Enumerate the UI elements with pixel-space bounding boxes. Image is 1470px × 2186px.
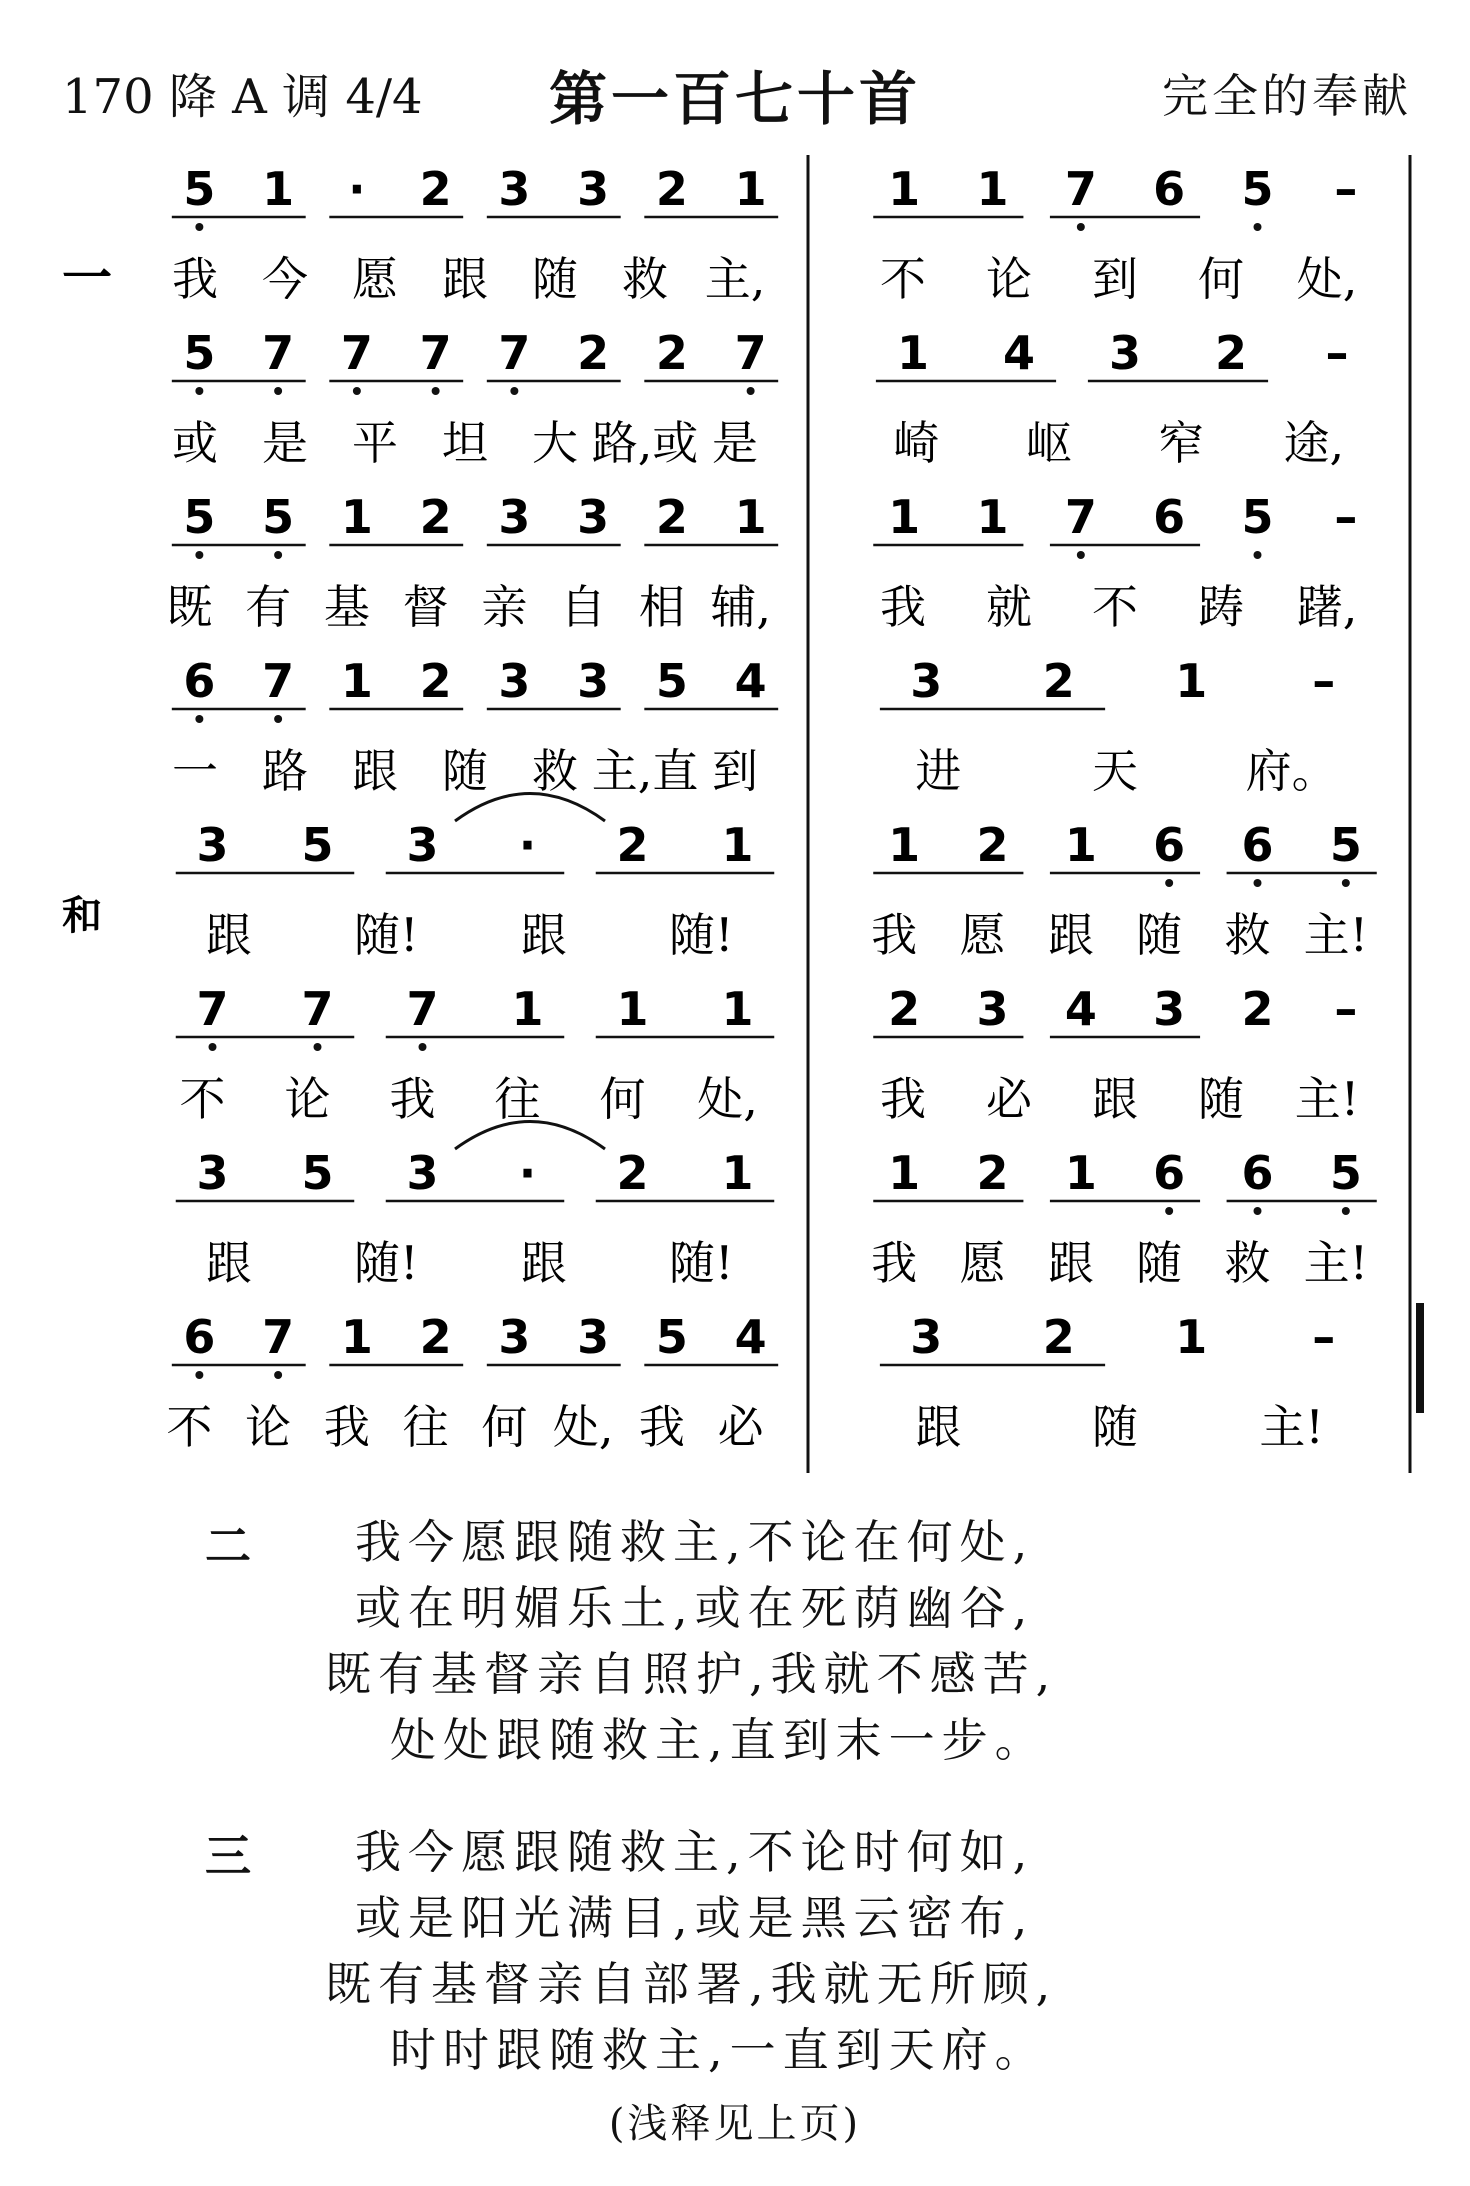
lyric-syllable: 主! bbox=[1294, 1072, 1360, 1126]
lyric-syllable: 窄 bbox=[1158, 416, 1205, 470]
low-octave-dot bbox=[1254, 223, 1262, 231]
note-digit: 3 bbox=[498, 162, 531, 216]
additional-verses bbox=[0, 1510, 1470, 2120]
lyric-syllable: 我 bbox=[871, 1236, 918, 1290]
lyric-syllable: 我 bbox=[638, 1400, 685, 1454]
lyric-syllable: 处, bbox=[697, 1072, 758, 1126]
lyric-syllable: 愿 bbox=[959, 1236, 1006, 1290]
note-digit: 3 bbox=[910, 1310, 943, 1364]
note-digit: 5 bbox=[1329, 1146, 1362, 1200]
lyric-syllable: 不 bbox=[179, 1072, 226, 1126]
lyric-syllable: 跟 bbox=[442, 252, 488, 306]
lyric-syllable: 随 bbox=[1136, 1236, 1183, 1290]
note-digit: 7 bbox=[262, 1310, 295, 1364]
lyric-syllable: 途, bbox=[1283, 416, 1345, 470]
low-octave-dot bbox=[1077, 223, 1085, 231]
low-octave-dot bbox=[419, 1043, 427, 1051]
note-digit: 1 bbox=[976, 490, 1009, 544]
lyric-syllable: 主, bbox=[704, 252, 766, 306]
stanza-label: 和 bbox=[62, 893, 102, 939]
note-digit: 4 bbox=[734, 1310, 767, 1364]
note-digit: 1 bbox=[888, 490, 921, 544]
note-digit: 2 bbox=[616, 1146, 649, 1200]
lyric-syllable: 主! bbox=[1303, 908, 1369, 962]
note-digit: 1 bbox=[888, 1146, 921, 1200]
lyric-syllable: 到 bbox=[712, 744, 758, 798]
note-digit: 2 bbox=[1214, 326, 1248, 380]
note-digit: 2 bbox=[655, 162, 688, 216]
note-digit: 2 bbox=[655, 326, 688, 380]
verse-line: 时时跟随救主,一直到天府。 bbox=[390, 2023, 1048, 2077]
lyric-syllable: 踌 bbox=[1198, 580, 1244, 634]
note-digit: 5 bbox=[183, 326, 216, 380]
note-digit: 3 bbox=[910, 654, 943, 708]
note-digit: 3 bbox=[976, 982, 1009, 1036]
note-digit: 2 bbox=[419, 654, 452, 708]
hymn-number-key: 170 降 A 调 4/4 bbox=[62, 69, 423, 125]
low-octave-dot bbox=[195, 223, 203, 231]
note-digit: 3 bbox=[498, 1310, 531, 1364]
lyric-syllable: 平 bbox=[352, 416, 398, 470]
lyric-syllable: 跟 bbox=[1047, 1236, 1094, 1290]
verse-number: 二 bbox=[205, 1519, 251, 1573]
lyric-syllable: 何 bbox=[481, 1400, 528, 1454]
lyric-syllable: 主,直 bbox=[591, 744, 699, 798]
lyric-syllable: 往 bbox=[402, 1400, 449, 1454]
low-octave-dot bbox=[1342, 879, 1350, 887]
low-octave-dot bbox=[274, 387, 282, 395]
note-digit: 7 bbox=[1064, 162, 1097, 216]
hymn-subtitle: 完全的奉献 bbox=[1162, 69, 1412, 123]
note-digit: 6 bbox=[1153, 162, 1186, 216]
note-digit: 1 bbox=[340, 490, 373, 544]
note-digit: 5 bbox=[183, 490, 216, 544]
note-digit: 5 bbox=[183, 162, 216, 216]
lyric-syllable: 崎 bbox=[893, 416, 940, 470]
note-digit: 4 bbox=[1064, 982, 1097, 1036]
lyric-syllable: 督 bbox=[402, 580, 449, 634]
low-octave-dot bbox=[195, 387, 203, 395]
lyric-syllable: 就 bbox=[986, 580, 1032, 634]
note-digit: 5 bbox=[301, 818, 334, 872]
lyric-syllable: 愿 bbox=[352, 252, 398, 306]
note-digit: 7 bbox=[406, 982, 439, 1036]
lyric-syllable: 随 bbox=[1092, 1400, 1138, 1454]
lyric-syllable: 相 bbox=[638, 580, 685, 634]
note-digit: 1 bbox=[888, 162, 921, 216]
lyric-syllable: 必 bbox=[986, 1072, 1032, 1126]
note-digit: 6 bbox=[1241, 1146, 1274, 1200]
note-digit: 1 bbox=[896, 326, 930, 380]
lyric-syllable: 天 bbox=[1092, 744, 1138, 798]
lyric-syllable: 救 bbox=[622, 252, 668, 306]
lyric-syllable: 不 bbox=[880, 252, 926, 306]
note-digit: 2 bbox=[577, 326, 610, 380]
lyric-syllable: 进 bbox=[915, 744, 962, 798]
note-digit: 1 bbox=[340, 654, 373, 708]
lyric-syllable: 跟 bbox=[205, 1236, 252, 1290]
lyric-syllable: 或 bbox=[172, 416, 218, 470]
hymn-title: 第一百七十首 bbox=[548, 65, 921, 133]
verse-line: 既有基督亲自部署,我就无所顾, bbox=[325, 1957, 1058, 2011]
lyric-syllable: 基 bbox=[323, 580, 370, 634]
note-digit: 3 bbox=[1108, 326, 1142, 380]
note-digit: 2 bbox=[419, 1310, 452, 1364]
note-digit: 1 bbox=[340, 1310, 373, 1364]
lyric-syllable: 我 bbox=[172, 252, 218, 306]
note-digit: 5 bbox=[262, 490, 295, 544]
note-digit: 7 bbox=[734, 326, 767, 380]
note-digit: 5 bbox=[301, 1146, 334, 1200]
footnote: (浅释见上页) bbox=[608, 2101, 862, 2147]
lyric-syllable: 主! bbox=[1303, 1236, 1369, 1290]
lyric-syllable: 自 bbox=[560, 580, 607, 634]
lyric-syllable: 我 bbox=[880, 1072, 926, 1126]
note-digit: 1 bbox=[721, 818, 754, 872]
lyric-syllable: 跟 bbox=[520, 908, 567, 962]
verse-number: 三 bbox=[205, 1829, 251, 1883]
lyric-syllable: 府。 bbox=[1245, 744, 1338, 798]
verse-3 bbox=[0, 1820, 1470, 2090]
note-digit: 1 bbox=[1175, 1310, 1208, 1364]
lyric-syllable: 亲 bbox=[481, 580, 528, 634]
lyric-syllable: 论 bbox=[986, 252, 1032, 306]
note-digit: 4 bbox=[734, 654, 767, 708]
note-digit: 3 bbox=[577, 1310, 610, 1364]
note-digit: 2 bbox=[419, 490, 452, 544]
lyric-syllable: 岖 bbox=[1025, 416, 1072, 470]
lyric-syllable: 跟 bbox=[915, 1400, 962, 1454]
note-digit: 2 bbox=[1042, 1310, 1075, 1364]
stanza-label: 一 bbox=[62, 249, 112, 307]
lyric-syllable: 路,或 bbox=[591, 416, 699, 470]
lyric-syllable: 我 bbox=[323, 1400, 370, 1454]
low-octave-dot bbox=[1254, 879, 1262, 887]
lyric-syllable: 跟 bbox=[1047, 908, 1094, 962]
low-octave-dot bbox=[1254, 551, 1262, 559]
note-digit: 7 bbox=[498, 326, 531, 380]
lyric-syllable: 随! bbox=[354, 908, 419, 962]
note-digit: 1 bbox=[1064, 818, 1097, 872]
lyric-syllable: 一 bbox=[172, 744, 218, 798]
note-digit: 1 bbox=[1175, 654, 1208, 708]
note-digit: 6 bbox=[1153, 490, 1186, 544]
verse-line: 或在明媚乐土,或在死荫幽谷, bbox=[355, 1581, 1035, 1635]
note-digit: 5 bbox=[1329, 818, 1362, 872]
note-digit: 2 bbox=[976, 818, 1009, 872]
lyric-syllable: 跟 bbox=[1092, 1072, 1138, 1126]
lyric-syllable: 何 bbox=[1198, 252, 1244, 306]
low-octave-dot bbox=[510, 387, 518, 395]
lyric-syllable: 随 bbox=[1136, 908, 1183, 962]
lyric-syllable: 到 bbox=[1092, 252, 1138, 306]
note-digit: 5 bbox=[655, 654, 688, 708]
low-octave-dot bbox=[1342, 1207, 1350, 1215]
note-digit: 7 bbox=[262, 326, 295, 380]
lyric-syllable: 随! bbox=[669, 908, 734, 962]
note-digit: 2 bbox=[1241, 982, 1274, 1036]
lyric-syllable: 有 bbox=[245, 580, 292, 634]
note-digit: · bbox=[518, 818, 537, 872]
note-digit: 6 bbox=[183, 654, 216, 708]
note-digit: 7 bbox=[196, 982, 229, 1036]
verse-line: 或是阳光满目,或是黑云密布, bbox=[355, 1891, 1035, 1945]
low-octave-dot bbox=[195, 715, 203, 723]
note-digit: 2 bbox=[1042, 654, 1075, 708]
lyric-syllable: 大 bbox=[532, 416, 578, 470]
lyric-syllable: 随 bbox=[1198, 1072, 1244, 1126]
note-digit: 1 bbox=[888, 818, 921, 872]
lyric-syllable: 何 bbox=[599, 1072, 646, 1126]
lyric-syllable: 我 bbox=[880, 580, 926, 634]
lyric-syllable: 跟 bbox=[205, 908, 252, 962]
note-digit: 7 bbox=[340, 326, 373, 380]
lyric-syllable: 救 bbox=[1224, 908, 1271, 962]
low-octave-dot bbox=[209, 1043, 217, 1051]
note-digit: 2 bbox=[976, 1146, 1009, 1200]
lyric-syllable: 跟 bbox=[520, 1236, 567, 1290]
note-digit: – bbox=[1334, 490, 1358, 544]
note-digit: – bbox=[1312, 1310, 1336, 1364]
note-digit: 6 bbox=[183, 1310, 216, 1364]
note-digit: 1 bbox=[511, 982, 544, 1036]
note-digit: · bbox=[518, 1146, 537, 1200]
lyric-syllable: 辅, bbox=[710, 580, 771, 634]
note-digit: 3 bbox=[577, 490, 610, 544]
note-digit: 7 bbox=[1064, 490, 1097, 544]
note-digit: 6 bbox=[1153, 818, 1186, 872]
note-digit: 1 bbox=[734, 490, 767, 544]
lyric-syllable: 随 bbox=[532, 252, 578, 306]
note-digit: – bbox=[1325, 326, 1349, 380]
note-digit: 2 bbox=[616, 818, 649, 872]
note-digit: 5 bbox=[1241, 490, 1274, 544]
note-digit: 1 bbox=[721, 982, 754, 1036]
low-octave-dot bbox=[274, 1371, 282, 1379]
note-digit: 7 bbox=[262, 654, 295, 708]
lyric-syllable: 不 bbox=[1092, 580, 1138, 634]
note-digit: 6 bbox=[1241, 818, 1274, 872]
note-digit: 1 bbox=[1064, 1146, 1097, 1200]
note-digit: 3 bbox=[498, 654, 531, 708]
lyric-syllable: 我 bbox=[871, 908, 918, 962]
low-octave-dot bbox=[314, 1043, 322, 1051]
verse-line: 处处跟随救主,直到末一步。 bbox=[390, 1713, 1048, 1767]
note-digit: 3 bbox=[498, 490, 531, 544]
low-octave-dot bbox=[1165, 879, 1173, 887]
lyric-syllable: 救 bbox=[1224, 1236, 1271, 1290]
note-digit: – bbox=[1334, 982, 1358, 1036]
low-octave-dot bbox=[353, 387, 361, 395]
lyric-syllable: 愿 bbox=[959, 908, 1006, 962]
lyric-syllable: 既 bbox=[166, 580, 213, 634]
note-digit: 3 bbox=[577, 162, 610, 216]
note-digit: 5 bbox=[1241, 162, 1274, 216]
note-digit: 3 bbox=[406, 1146, 439, 1200]
low-octave-dot bbox=[274, 551, 282, 559]
low-octave-dot bbox=[1254, 1207, 1262, 1215]
lyric-syllable: 不 bbox=[166, 1400, 213, 1454]
lyric-syllable: 随 bbox=[442, 744, 488, 798]
note-digit: 2 bbox=[888, 982, 921, 1036]
lyric-syllable: 坦 bbox=[442, 416, 488, 470]
note-digit: – bbox=[1312, 654, 1336, 708]
lyric-syllable: 是 bbox=[712, 416, 758, 470]
lyric-syllable: 是 bbox=[262, 416, 308, 470]
lyric-syllable: 我 bbox=[389, 1072, 436, 1126]
note-digit: 3 bbox=[1153, 982, 1186, 1036]
note-digit: 2 bbox=[419, 162, 452, 216]
note-digit: 7 bbox=[419, 326, 452, 380]
lyric-syllable: 今 bbox=[262, 252, 308, 306]
note-digit: 3 bbox=[196, 818, 229, 872]
lyric-syllable: 路 bbox=[262, 744, 308, 798]
verse-line: 我今愿跟随救主,不论在何处, bbox=[355, 1515, 1035, 1569]
note-digit: 5 bbox=[655, 1310, 688, 1364]
note-digit: 3 bbox=[577, 654, 610, 708]
note-digit: 1 bbox=[976, 162, 1009, 216]
note-digit: 7 bbox=[301, 982, 334, 1036]
lyric-syllable: 躇, bbox=[1296, 580, 1358, 634]
lyric-syllable: 救 bbox=[532, 744, 578, 798]
note-digit: 1 bbox=[721, 1146, 754, 1200]
low-octave-dot bbox=[274, 715, 282, 723]
verse-2 bbox=[0, 1510, 1470, 1780]
note-digit: 1 bbox=[616, 982, 649, 1036]
lyric-syllable: 处, bbox=[1296, 252, 1358, 306]
note-digit: · bbox=[348, 162, 366, 216]
lyric-syllable: 论 bbox=[284, 1072, 331, 1126]
lyric-syllable: 随! bbox=[354, 1236, 419, 1290]
lyric-syllable: 论 bbox=[245, 1400, 292, 1454]
lyric-syllable: 处, bbox=[552, 1400, 614, 1454]
verse-line: 既有基督亲自照护,我就不感苦, bbox=[325, 1647, 1058, 1701]
lyric-syllable: 主! bbox=[1259, 1400, 1324, 1454]
note-digit: 2 bbox=[655, 490, 688, 544]
low-octave-dot bbox=[195, 551, 203, 559]
low-octave-dot bbox=[1077, 551, 1085, 559]
note-digit: 4 bbox=[1002, 326, 1036, 380]
lyric-syllable: 跟 bbox=[352, 744, 398, 798]
lyric-syllable: 必 bbox=[717, 1400, 764, 1454]
low-octave-dot bbox=[195, 1371, 203, 1379]
note-digit: 1 bbox=[734, 162, 767, 216]
note-digit: 3 bbox=[406, 818, 439, 872]
low-octave-dot bbox=[747, 387, 755, 395]
note-digit: 1 bbox=[262, 162, 295, 216]
note-digit: 3 bbox=[196, 1146, 229, 1200]
lyric-syllable: 随! bbox=[669, 1236, 734, 1290]
note-digit: – bbox=[1334, 162, 1358, 216]
low-octave-dot bbox=[1165, 1207, 1173, 1215]
note-digit: 6 bbox=[1153, 1146, 1186, 1200]
low-octave-dot bbox=[432, 387, 440, 395]
verse-line: 我今愿跟随救主,不论时何如, bbox=[355, 1825, 1035, 1879]
lyric-syllable: 往 bbox=[494, 1072, 541, 1126]
